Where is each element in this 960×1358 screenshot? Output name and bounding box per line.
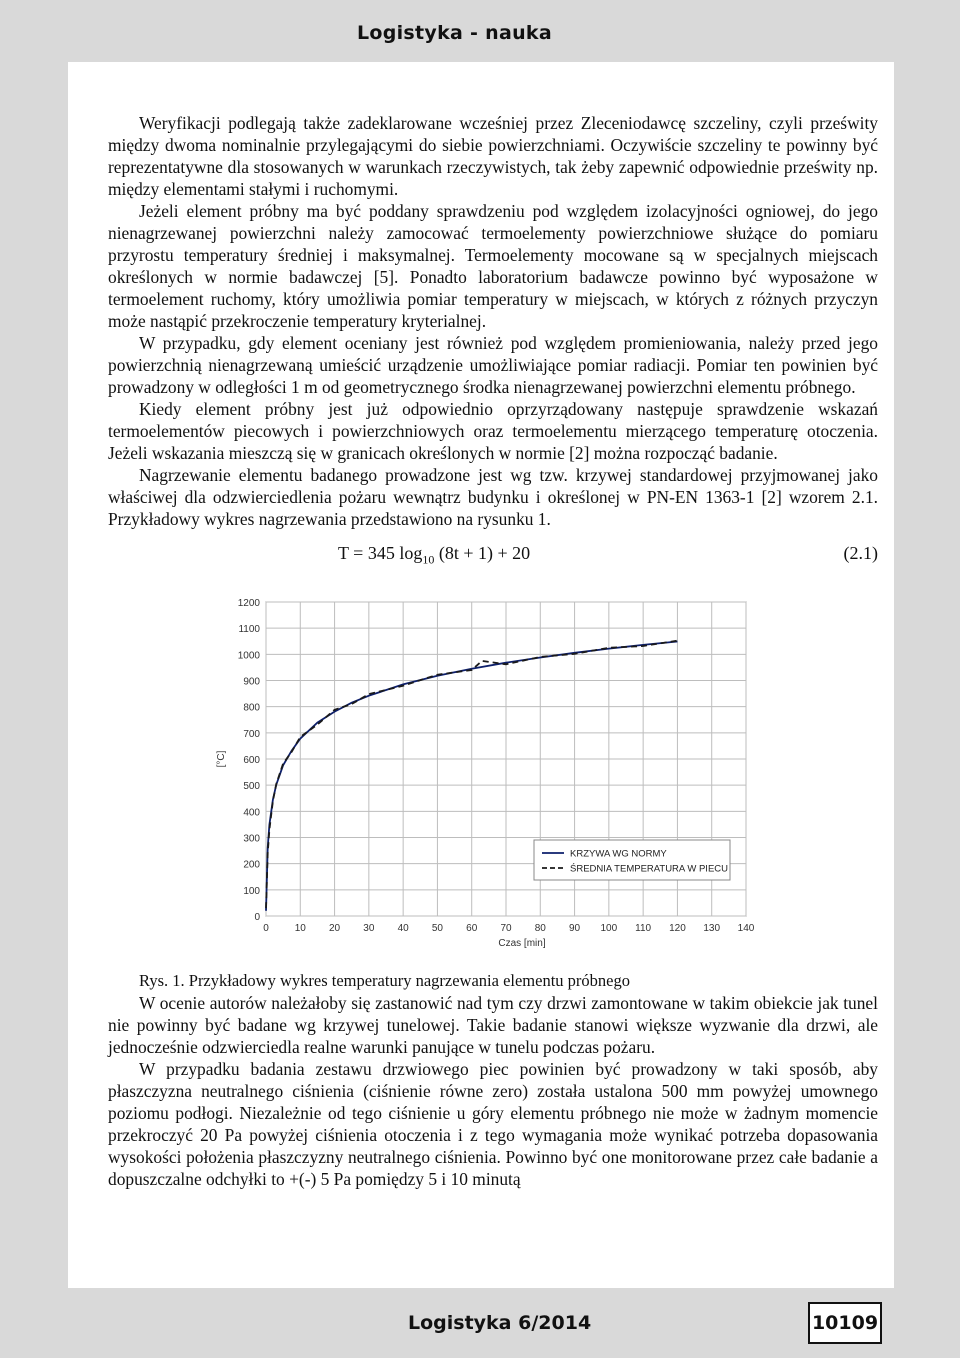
x-tick-label: 110 <box>635 923 652 934</box>
x-tick-label: 40 <box>397 923 409 934</box>
journal-issue: Logistyka 6/2014 <box>408 1312 592 1334</box>
page-number: 10109 <box>808 1302 882 1344</box>
x-tick-label: 10 <box>294 923 306 934</box>
y-tick-label: 1100 <box>238 624 260 636</box>
journal-section-title: Logistyka - nauka <box>356 22 552 44</box>
figure-caption: Rys. 1. Przykładowy wykres temperatury nagrzewania elementu próbnego <box>139 971 630 990</box>
equation-left: T = 345 log <box>338 543 423 563</box>
y-tick-label: 700 <box>243 728 260 740</box>
x-tick-label: 100 <box>600 923 618 934</box>
temperature-chart <box>184 590 784 970</box>
x-tick-label: 80 <box>534 923 546 934</box>
y-tick-label: 1000 <box>237 650 260 662</box>
equation-right: (8t + 1) + 20 <box>434 543 531 563</box>
y-tick-label: 100 <box>243 885 260 897</box>
x-tick-label: 50 <box>431 923 443 934</box>
x-tick-label: 0 <box>263 923 269 934</box>
paragraph: W ocenie autorów należałoby się zastanowić nad tym czy drzwi zamontowane w takim obiekcie jak tunel nie powinny być badane wg krzywej tunelowej. Takie badanie stanowi większe wyzwanie dla drzwi, ale jednocześnie odzwierciedla realne warunki panujące w tunelu podczas pożaru. <box>108 993 878 1057</box>
y-tick-label: 500 <box>243 781 260 793</box>
y-tick-label: 200 <box>243 859 260 871</box>
x-tick-label: 30 <box>363 923 375 934</box>
legend-label: ŚREDNIA TEMPERATURA W PIECU <box>570 863 729 875</box>
x-tick-label: 20 <box>329 923 341 934</box>
x-axis-label: Czas [min] <box>498 938 546 949</box>
equation-body <box>338 542 530 571</box>
paragraph: W przypadku, gdy element oceniany jest również pod względem promieniowania, należy przed jego powierzchnią nienagrzewaną umieścić urządzenie umożliwiające pomiar radiacji. Pomiar ten powinien być prowadzony w odległości 1 m od geometrycznego środka nienagrzewanej powierzchni elementu próbnego. <box>108 333 878 397</box>
x-tick-label: 90 <box>569 923 581 934</box>
x-tick-label: 140 <box>737 923 755 934</box>
paragraph: W przypadku badania zestawu drzwiowego piec powinien być prowadzony w taki sposób, aby płaszczyzna neutralnego ciśnienia (ciśnienie równe zero) została ustalona 500 mm powyżej umownego poziomu podłogi. Niezależnie od tego ciśnienie u góry elementu próbnego nie może w żadnym momencie przekroczyć 20 Pa powyżej ciśnienia otoczenia i z tego wymagania może wynikać potrzeba dopasowania wysokości położenia płaszczyzny neutralnego ciśnienia. Powinno być one monitorowane przez całe badanie a dopuszczalne odchyłki to +(-) 5 Pa pomiędzy 5 i 10 minutą <box>108 1059 878 1189</box>
y-tick-label: 600 <box>243 755 260 766</box>
paragraph: Weryfikacji podlegają także zadeklarowane wcześniej przez Zleceniodawcę szczeliny, czyli prześwity między dwoma nominalnie przylegającymi do siebie powierzchniami. Oczywiście szczeliny te powinny być reprezentatywne dla stosowanych w warunkach rzeczywistych, tak żeby zapewnić odpowiednie prześwity np. między elementami stałymi i ruchomymi. <box>108 113 878 199</box>
legend-label: KRZYWA WG NORMY <box>570 848 667 860</box>
paragraph: Jeżeli element próbny ma być poddany sprawdzeniu pod względem izolacyjności ogniowej, do jego nienagrzewanej powierzchni należy zamocować termoelementy powierzchniowe służące do pomiaru przyrostu temperatury średniej i maksymalnej. Termoelementy mocowane są w specjalnych miejscach określonych w normie badawczej [5]. Ponadto laboratorium badawcze powinno być wyposażone w termoelement ruchomy, który umożliwia pomiar temperatury w miejscach, w których z różnych przyczyn może nastąpić przekroczenie temperatury kryterialnej. <box>108 201 878 331</box>
equation <box>108 538 878 570</box>
article-text <box>108 112 878 1190</box>
page-body <box>68 62 894 1288</box>
y-tick-label: 900 <box>243 676 260 688</box>
equation-subscript: 10 <box>422 552 435 567</box>
paragraph: Kiedy element próbny jest już odpowiednio oprzyrządowany następuje sprawdzenie wskazań termoelementów piecowych i powierzchniowych oraz termoelementu mierzącego temperaturę otoczenia. Jeżeli wskazania mieszczą się w granicach określonych w normie [2] można rozpocząć badanie. <box>108 399 878 463</box>
equation-number: (2.1) <box>843 543 878 563</box>
y-tick-label: 400 <box>243 807 260 819</box>
x-tick-label: 70 <box>500 923 512 934</box>
y-tick-label: 1200 <box>237 598 260 609</box>
y-tick-label: 0 <box>254 912 260 923</box>
paragraph: Nagrzewanie elementu badanego prowadzone jest wg tzw. krzywej standardowej przyjmowanej jako właściwej dla odzwierciedlenia pożaru wewnątrz budynku i określonej w PN-EN 1363-1 [2] wzorem 2.1. Przykładowy wykres nagrzewania przedstawiono na rysunku 1. <box>108 465 878 529</box>
y-tick-label: 800 <box>243 702 260 714</box>
y-tick-label: 300 <box>243 833 260 845</box>
x-tick-label: 60 <box>466 923 478 934</box>
x-tick-label: 120 <box>669 923 686 934</box>
figure-chart <box>184 590 784 970</box>
y-axis-label: [°C] <box>216 750 227 768</box>
x-tick-label: 130 <box>703 923 721 934</box>
